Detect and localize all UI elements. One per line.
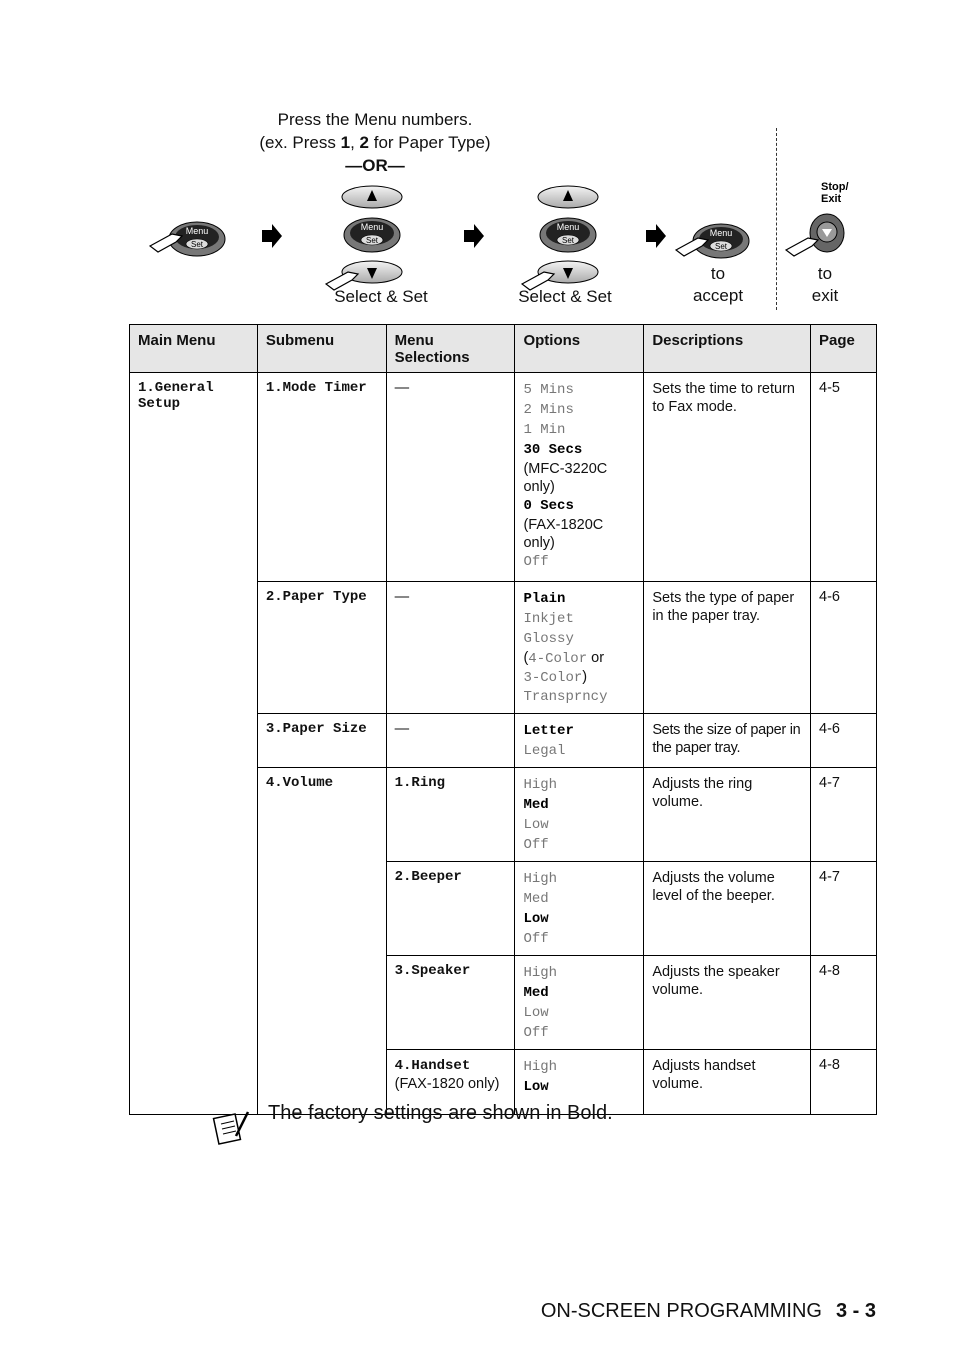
options-cell: Letter Legal	[515, 714, 644, 768]
select-set-label-2: Select & Set	[518, 287, 612, 306]
header-main-menu: Main Menu	[130, 325, 258, 373]
instructions	[230, 108, 520, 177]
selection-cell: —	[386, 714, 515, 768]
svg-text:Set: Set	[561, 236, 575, 245]
instruction-line-1: Press the Menu numbers.	[277, 110, 473, 129]
header-submenu: Submenu	[257, 325, 386, 373]
submenu-cell: 2.Paper Type	[257, 582, 386, 714]
page-footer	[541, 1300, 876, 1323]
svg-text:Menu: Menu	[556, 222, 580, 232]
submenu-cell: 3.Paper Size	[257, 714, 386, 768]
select-set-label-1: Select & Set	[334, 287, 428, 306]
main-menu-cell: 1.General Setup	[130, 373, 258, 1115]
description-cell: Adjusts the speaker volume.	[644, 956, 811, 1050]
description-cell: Adjusts handset volume.	[644, 1050, 811, 1115]
table-header-row	[130, 325, 877, 373]
selection-cell: 2.Beeper	[386, 862, 515, 956]
menu-set-button-step3[interactable]	[538, 186, 598, 283]
options-cell: Plain Inkjet Glossy (4-Color or 3-Color) Transprncy	[515, 582, 644, 714]
selection-cell: —	[386, 373, 515, 582]
page-cell: 4-8	[811, 1050, 877, 1115]
finger-icon	[786, 238, 818, 256]
svg-text:Set: Set	[190, 240, 204, 249]
selection-cell: —	[386, 582, 515, 714]
arrow-right-icon	[464, 224, 484, 248]
options-cell: High Med Low Off	[515, 956, 644, 1050]
exit-label: Exit	[821, 193, 842, 205]
description-cell: Adjusts the volume level of the beeper.	[644, 862, 811, 956]
header-page: Page	[811, 325, 877, 373]
accept-label: to accept	[692, 264, 744, 305]
header-menu-selections: Menu Selections	[386, 325, 515, 373]
options-cell: High Med Low Off	[515, 768, 644, 862]
options-cell: 5 Mins 2 Mins 1 Min 30 Secs (MFC-3220C only) 0 Secs (FAX-1820C only) Off	[515, 373, 644, 582]
options-cell: High Med Low Off	[515, 862, 644, 956]
arrow-right-icon	[262, 224, 282, 248]
stop-label: Stop/	[821, 181, 849, 193]
instruction-line-2: (ex. Press 1, 2 for Paper Type)	[259, 133, 491, 152]
exit-caption: to exit	[811, 264, 839, 305]
menu-set-button-step2[interactable]	[342, 186, 402, 283]
options-cell: High Low	[515, 1050, 644, 1115]
description-cell: Adjusts the ring volume.	[644, 768, 811, 862]
selection-cell: 4.Handset (FAX-1820 only)	[386, 1050, 515, 1115]
header-options: Options	[515, 325, 644, 373]
page-cell: 4-6	[811, 714, 877, 768]
footer-section: ON-SCREEN PROGRAMMING	[540, 1300, 822, 1322]
description-cell: Sets the type of paper in the paper tray.	[644, 582, 811, 714]
divider-line	[776, 128, 777, 310]
table-row	[130, 373, 877, 582]
submenu-cell: 1.Mode Timer	[257, 373, 386, 582]
svg-text:Menu: Menu	[709, 228, 733, 238]
submenu-cell: 4.Volume	[257, 768, 386, 1115]
description-cell: Sets the time to return to Fax mode.	[644, 373, 811, 582]
page-cell: 4-5	[811, 373, 877, 582]
note-text: The factory settings are shown in Bold.	[268, 1102, 613, 1124]
header-descriptions: Descriptions	[644, 325, 811, 373]
page-cell: 4-7	[811, 768, 877, 862]
description-cell: Sets the size of paper in the paper tray.	[644, 714, 811, 768]
footer-page-number: 3 - 3	[835, 1300, 876, 1322]
arrow-right-icon	[646, 224, 666, 248]
svg-text:Menu: Menu	[185, 226, 209, 236]
or-divider: —OR—	[345, 156, 405, 175]
selection-cell: 3.Speaker	[386, 956, 515, 1050]
page-cell: 4-8	[811, 956, 877, 1050]
svg-text:Set: Set	[714, 242, 728, 251]
selection-cell: 1.Ring	[386, 768, 515, 862]
stop-exit-button[interactable]	[810, 214, 844, 252]
page-cell: 4-7	[811, 862, 877, 956]
menu-table	[129, 324, 877, 1115]
svg-text:Menu: Menu	[360, 222, 384, 232]
page-cell: 4-6	[811, 582, 877, 714]
note-icon	[212, 1106, 252, 1146]
svg-text:Set: Set	[365, 236, 379, 245]
